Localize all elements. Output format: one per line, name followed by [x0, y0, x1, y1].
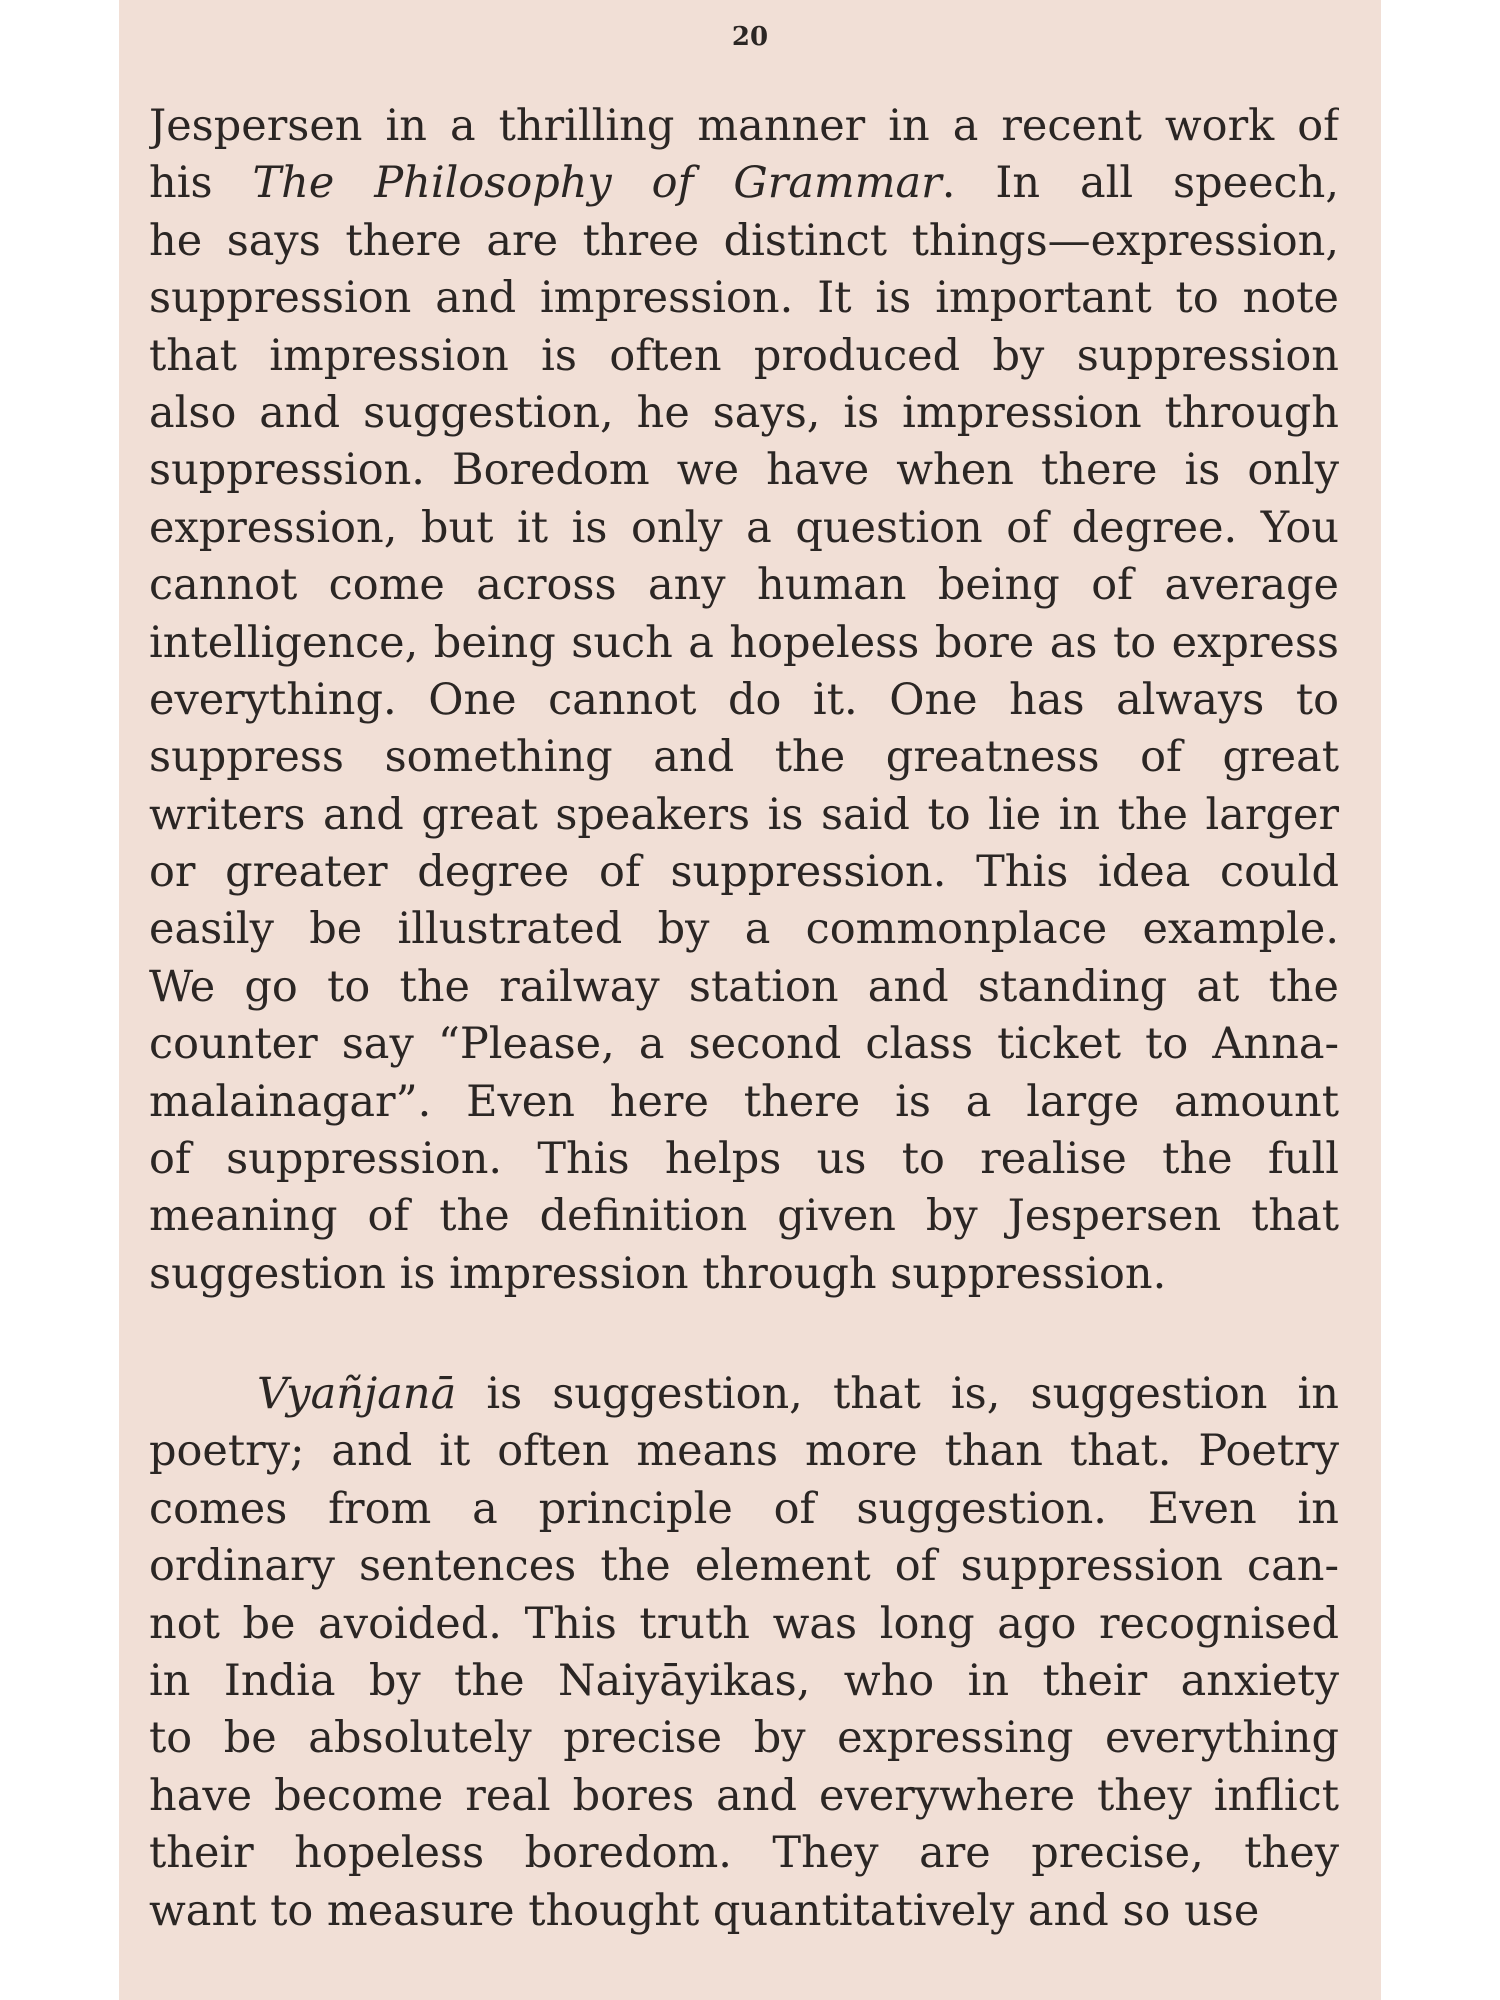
line-text: We go to the railway station and standing at the [149, 961, 1339, 1012]
line-text: in India by the Naiyāyikas, who in their anxiety [149, 1655, 1339, 1706]
line-text: suppression and impression. It is important to note [149, 273, 1339, 324]
text-line [149, 500, 1339, 557]
text-line [149, 1188, 1339, 1245]
text-line [149, 270, 1339, 327]
line-text: of suppression. This helps us to realise the full [149, 1134, 1339, 1185]
text-line [149, 844, 1339, 901]
paragraph-jespersen-suppression [149, 98, 1339, 1303]
book-page [119, 0, 1381, 2000]
text-line [149, 1596, 1339, 1653]
line-text: everything. One cannot do it. One has always to [149, 674, 1339, 725]
line-text: meaning of the definition given by Jespersen that [149, 1191, 1339, 1242]
line-text: ordinary sentences the element of suppression can- [149, 1541, 1339, 1592]
text-line [149, 1246, 1339, 1303]
text-line [149, 1883, 1339, 1940]
italic-title: Vyañjanā [257, 1369, 457, 1419]
line-text: suppress something and the greatness of great [149, 732, 1339, 783]
text-line [149, 1825, 1339, 1882]
italic-title: The Philosophy of Grammar [252, 158, 942, 209]
line-text: or greater degree of suppression. This idea could [149, 847, 1339, 898]
line-text: their hopeless boredom. They are precise, they [149, 1828, 1339, 1879]
text-line [149, 1481, 1339, 1538]
line-text: is suggestion, that is, suggestion in [456, 1369, 1339, 1419]
line-text: also and suggestion, he says, is impression through [149, 387, 1339, 438]
text-line [149, 385, 1339, 442]
text-line [149, 729, 1339, 786]
text-line [149, 901, 1339, 958]
text-line [149, 1131, 1339, 1188]
line-text: that impression is often produced by suppression [149, 330, 1339, 381]
line-text: expression, but it is only a question of degree. You [149, 502, 1339, 553]
line-text: intelligence, being such a hopeless bore as to express [149, 617, 1339, 668]
line-text: to be absolutely precise by expressing everything [149, 1713, 1339, 1764]
text-line [149, 442, 1339, 499]
line-text: easily be illustrated by a commonplace example. [149, 904, 1339, 955]
text-line [149, 1538, 1339, 1595]
line-text: comes from a principle of suggestion. Even in [149, 1483, 1339, 1534]
text-line [149, 787, 1339, 844]
text-line [149, 1710, 1339, 1767]
line-text: counter say “Please, a second class ticket to Anna- [149, 1019, 1339, 1070]
text-line [149, 557, 1339, 614]
line-text: suggestion is impression through suppression. [149, 1248, 1167, 1299]
paragraph-vyanjana-suggestion [149, 1366, 1339, 1940]
text-line [149, 615, 1339, 672]
line-text: malainagar”. Even here there is a large amount [149, 1076, 1339, 1127]
line-text: he says there are three distinct things—expression, [149, 215, 1339, 266]
text-line [149, 1653, 1339, 1710]
text-line [149, 959, 1339, 1016]
text-line [149, 1366, 1339, 1423]
line-text: have become real bores and everywhere they inflict [149, 1770, 1339, 1821]
line-text: poetry; and it often means more than that. Poetry [149, 1426, 1339, 1477]
line-text: not be avoided. This truth was long ago recognised [149, 1598, 1339, 1649]
page-number: 20 [731, 22, 769, 52]
text-line [149, 1768, 1339, 1825]
line-text: his [149, 158, 253, 209]
line-text: Jespersen in a thrilling manner in a recent work of [149, 101, 1339, 151]
text-line [149, 1016, 1339, 1073]
text-line [149, 213, 1339, 270]
line-text: cannot come across any human being of average [149, 560, 1339, 611]
line-text: suppression. Boredom we have when there is only [149, 445, 1339, 496]
text-line [149, 155, 1339, 212]
line-text: writers and great speakers is said to lie in the larger [149, 789, 1339, 840]
text-line [149, 98, 1339, 155]
text-line [149, 672, 1339, 729]
text-line [149, 1074, 1339, 1131]
line-text: . In all speech, [941, 158, 1339, 209]
text-line [149, 328, 1339, 385]
text-line [149, 1423, 1339, 1480]
line-text: want to measure thought quantitatively and so use [149, 1885, 1260, 1936]
